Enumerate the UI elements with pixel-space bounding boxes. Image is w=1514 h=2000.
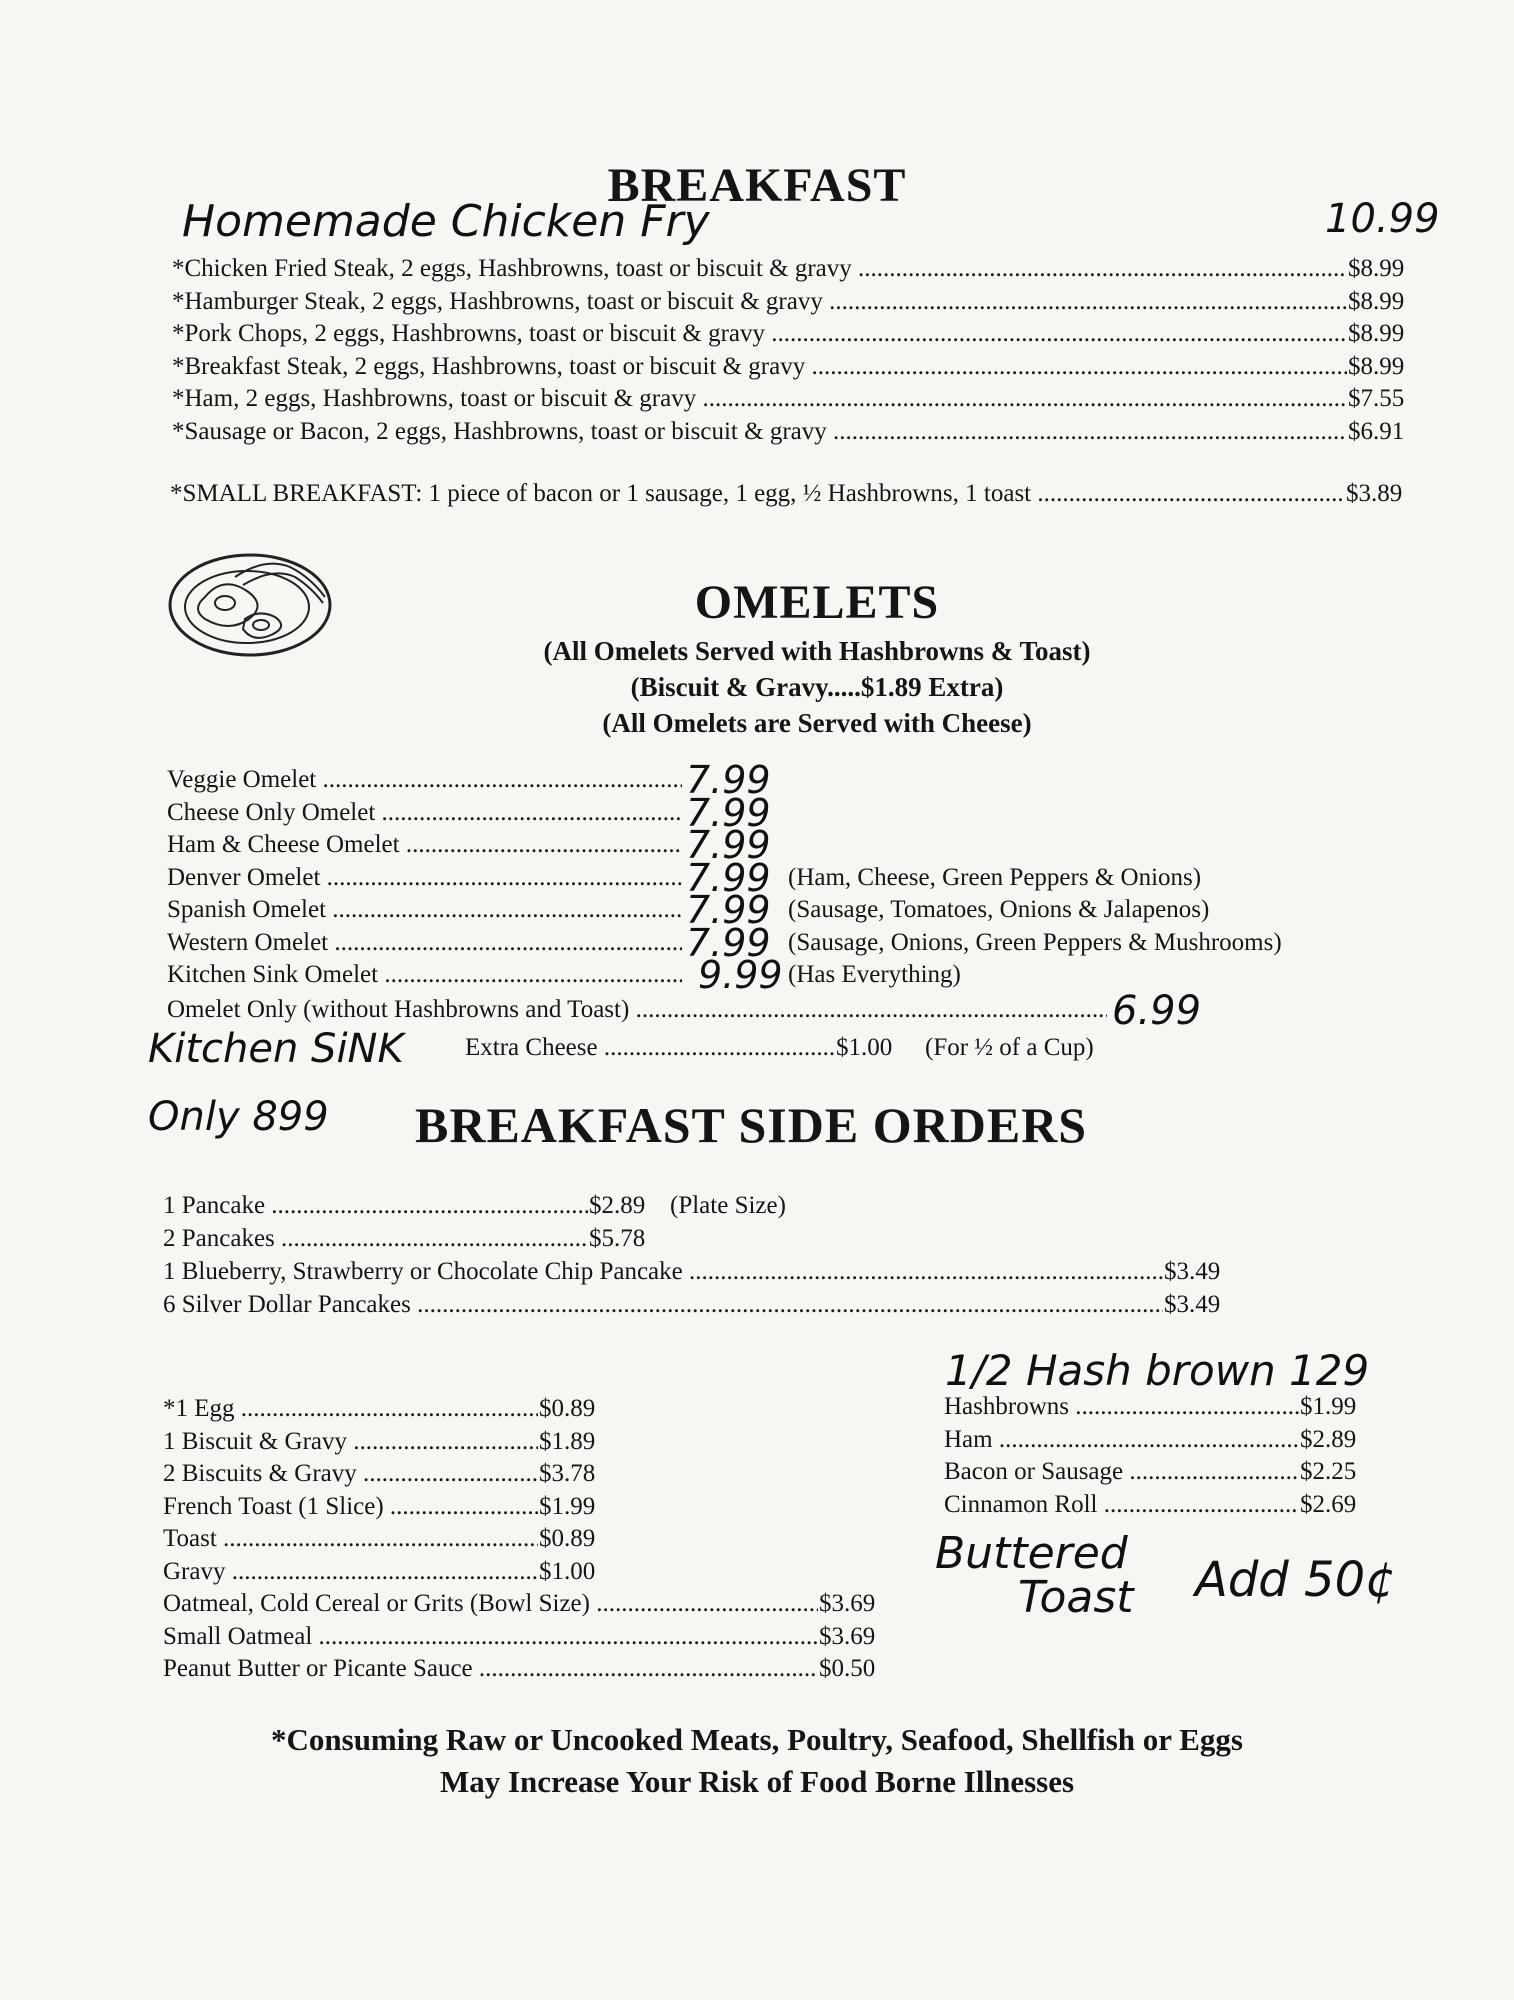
item-desc: (Sausage, Tomatoes, Onions & Jalapenos) (788, 896, 1210, 923)
item-price: $2.25 (1300, 1458, 1357, 1485)
item-desc: (Has Everything) (788, 961, 961, 988)
small-breakfast-row (0, 480, 1514, 514)
item-price: $1.00 (836, 1034, 893, 1061)
extra-cheese-row (0, 1034, 1514, 1068)
item-name: *Sausage or Bacon, 2 eggs, Hashbrowns, toast or biscuit & gravy ..... (172, 418, 1347, 446)
item-price: $3.78 (539, 1460, 596, 1487)
item-price: $8.99 (1348, 320, 1405, 347)
item-name: *Hamburger Steak, 2 eggs, Hashbrowns, toast or biscuit & gravy ..... (172, 288, 1347, 316)
pancake-item (0, 1192, 1514, 1226)
item-name: Cheese Only Omelet ..... (167, 799, 682, 827)
item-name: Small Oatmeal ..... (163, 1623, 818, 1651)
side-orders-title: BREAKFAST SIDE ORDERS (415, 1097, 1088, 1153)
pancake-item (0, 1258, 1514, 1292)
handwritten-note-price: 10.99 (1325, 196, 1440, 242)
item-name: 1 Blueberry, Strawberry or Chocolate Chip Pancake ..... (163, 1258, 1163, 1286)
breakfast-item (0, 255, 1514, 289)
handwritten-add-50: Add 50¢ (1195, 1552, 1396, 1608)
item-name: *1 Egg ..... (163, 1395, 538, 1423)
item-desc: (Plate Size) (670, 1192, 786, 1219)
side-item (0, 1655, 1514, 1689)
item-name: 1 Pancake ..... (163, 1192, 588, 1220)
handwritten-buttered: Buttered (935, 1528, 1128, 1579)
item-price: $3.49 (1164, 1291, 1221, 1318)
item-name: Hashbrowns ..... (944, 1393, 1299, 1421)
item-name: Kitchen Sink Omelet ..... (167, 961, 682, 989)
item-name: 2 Biscuits & Gravy ..... (163, 1460, 538, 1488)
omelet-item (0, 953, 1514, 997)
side-item (0, 1491, 1514, 1525)
item-price: 7.99 (686, 823, 771, 867)
pancake-item (0, 1291, 1514, 1325)
breakfast-item (0, 418, 1514, 452)
omelet-only-row (0, 988, 1514, 1034)
omelets-sub1: (All Omelets Served with Hashbrowns & Toast) (543, 636, 1091, 666)
item-price: $3.69 (819, 1622, 876, 1650)
item-name: Gravy ..... (163, 1558, 538, 1586)
item-price: $3.89 (1346, 480, 1403, 507)
handwritten-half-hashbrown: 1/2 Hash brown 129 (945, 1346, 1370, 1395)
item-price: $1.89 (539, 1427, 596, 1455)
item-name: Veggie Omelet ..... (167, 766, 682, 794)
item-price: $5.78 (589, 1225, 646, 1252)
breakfast-title: BREAKFAST (607, 159, 907, 212)
item-name: 6 Silver Dollar Pancakes ..... (163, 1291, 1163, 1319)
item-price: $1.99 (539, 1492, 596, 1520)
item-price: $7.55 (1348, 385, 1405, 412)
handwritten-only-899: Only 899 (148, 1094, 329, 1140)
item-price: $8.99 (1348, 352, 1405, 380)
item-desc: (Ham, Cheese, Green Peppers & Onions) (788, 863, 1202, 891)
item-name: Omelet Only (without Hashbrowns and Toast) ..... (167, 996, 1107, 1024)
item-price: $8.99 (1348, 255, 1405, 282)
breakfast-item (0, 320, 1514, 354)
side-item (0, 1393, 1514, 1427)
item-price: 7.99 (686, 855, 771, 900)
breakfast-item (0, 353, 1514, 387)
breakfast-item (0, 385, 1514, 419)
item-name: Denver Omelet ..... (167, 864, 682, 892)
item-price: $0.89 (539, 1525, 596, 1552)
side-item (0, 1623, 1514, 1657)
item-name: 1 Biscuit & Gravy ..... (163, 1428, 538, 1456)
omelets-title: OMELETS (694, 576, 940, 629)
item-name: 2 Pancakes ..... (163, 1225, 588, 1253)
side-item (0, 1458, 1514, 1492)
item-desc: (For ½ of a Cup) (925, 1034, 1094, 1061)
handwritten-kitchen-sink: Kitchen SiNK (148, 1026, 404, 1072)
item-price: 6.99 (1112, 988, 1202, 1034)
item-price: $3.69 (819, 1590, 876, 1617)
breakfast-item (0, 288, 1514, 322)
item-price: 9.99 (698, 953, 783, 997)
item-price: $1.00 (539, 1557, 596, 1585)
item-name: *Breakfast Steak, 2 eggs, Hashbrowns, toast or biscuit & gravy ..... (172, 353, 1347, 381)
item-desc: (Sausage, Onions, Green Peppers & Mushrooms) (788, 928, 1282, 956)
item-price: 7.99 (686, 790, 771, 835)
item-name: *Pork Chops, 2 eggs, Hashbrowns, toast or biscuit & gravy ..... (172, 320, 1347, 348)
item-name: Cinnamon Roll ..... (944, 1491, 1299, 1519)
item-price: $2.89 (1300, 1425, 1357, 1453)
item-price: $2.89 (589, 1192, 646, 1219)
item-name: Spanish Omelet ..... (167, 896, 682, 924)
omelets-sub3: (All Omelets are Served with Cheese) (602, 708, 1032, 738)
item-name: Oatmeal, Cold Cereal or Grits (Bowl Size) ..... (163, 1590, 818, 1618)
handwritten-toast: Toast (1018, 1572, 1134, 1623)
item-name: Peanut Butter or Picante Sauce ..... (163, 1655, 818, 1683)
item-price: $2.69 (1300, 1490, 1357, 1518)
item-price: $0.89 (539, 1395, 596, 1422)
pancake-item (0, 1225, 1514, 1259)
item-name: French Toast (1 Slice) ..... (163, 1493, 538, 1521)
item-price: 7.99 (686, 888, 771, 932)
item-name: Ham ..... (944, 1426, 1299, 1454)
item-name: *Chicken Fried Steak, 2 eggs, Hashbrowns, toast or biscuit & gravy ..... (172, 255, 1347, 283)
item-name: Bacon or Sausage ..... (944, 1458, 1299, 1486)
item-price: 7.99 (686, 920, 771, 965)
item-price: $0.50 (819, 1655, 876, 1682)
item-name: Toast ..... (163, 1525, 538, 1553)
item-price: $1.99 (1300, 1393, 1357, 1420)
item-price: $8.99 (1348, 287, 1405, 315)
item-name: *SMALL BREAKFAST: 1 piece of bacon or 1 sausage, 1 egg, ½ Hashbrowns, 1 toast ..... (170, 480, 1345, 508)
omelets-sub2: (Biscuit & Gravy.....$1.89 Extra) (630, 672, 1004, 702)
footer-line2: May Increase Your Risk of Food Borne Illnesses (439, 1764, 1075, 1799)
side-item (0, 1426, 1514, 1460)
item-price: 7.99 (686, 758, 771, 802)
handwritten-note: Homemade Chicken Fry (182, 196, 710, 247)
footer-line1: *Consuming Raw or Uncooked Meats, Poultry, Seafood, Shellfish or Eggs (271, 1722, 1243, 1757)
item-name: Western Omelet ..... (167, 929, 682, 957)
item-name: Ham & Cheese Omelet ..... (167, 831, 682, 859)
item-price: $6.91 (1348, 417, 1405, 445)
item-name: Extra Cheese ..... (465, 1034, 835, 1062)
item-name: *Ham, 2 eggs, Hashbrowns, toast or biscuit & gravy ..... (172, 385, 1347, 413)
item-price: $3.49 (1164, 1258, 1221, 1285)
